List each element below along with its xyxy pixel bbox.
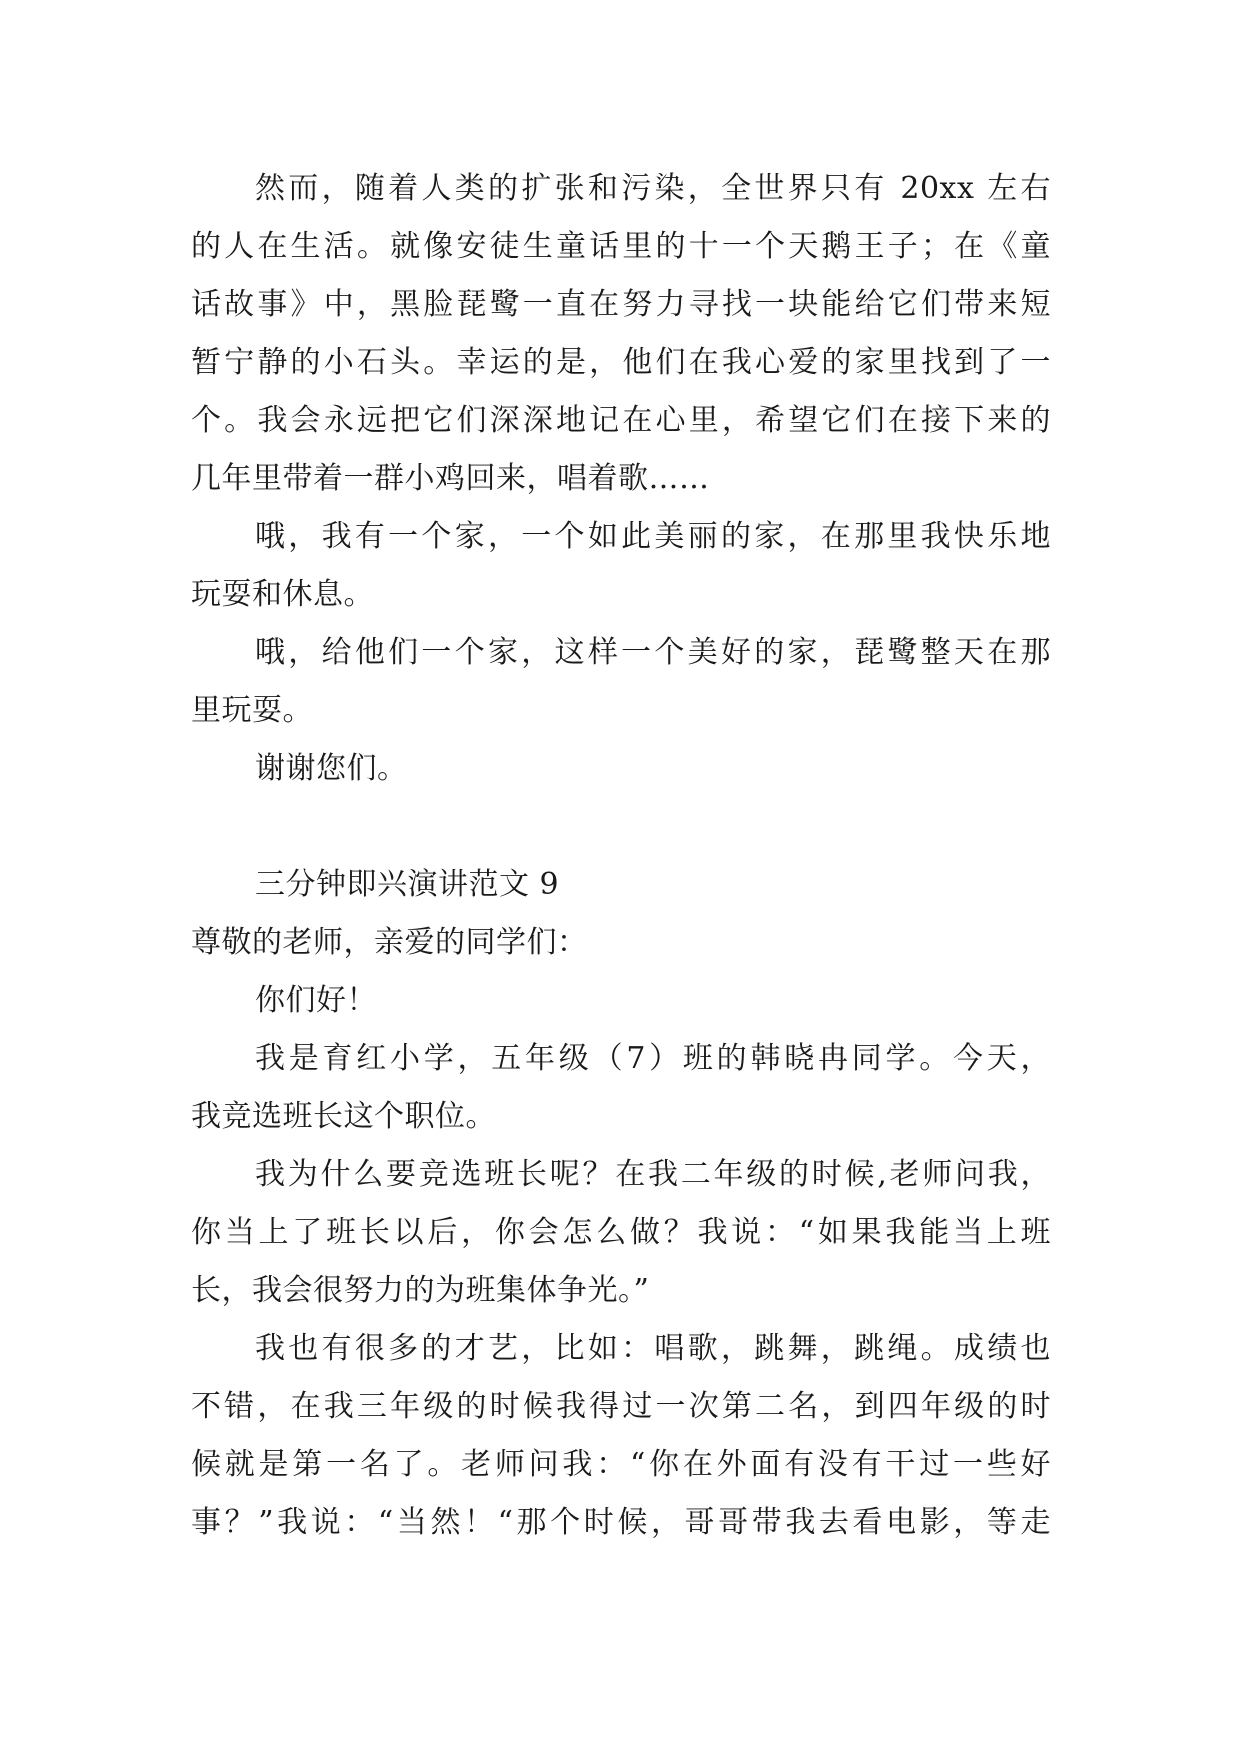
text-line: 我为什么要竞选班长呢？在我二年级的时候,老师问我， [255,1157,1051,1192]
text-line: 哦，给他们一个家，这样一个美好的家，琵鹭整天在那 [255,635,1051,670]
greeting: 你们好！ [255,983,377,1018]
text-line: 长，我会很努力的为班集体争光。” [191,1273,650,1308]
paragraph [191,1320,1051,1552]
paragraph [191,1146,1051,1320]
text-line: 玩耍和休息。 [191,577,374,612]
text-line: 里玩耍。 [191,693,313,728]
paragraph [191,1030,1051,1146]
text-line: 候就是第一名了。老师问我：“你在外面有没有干过一些好 [191,1447,1051,1482]
text-line: 我是育红小学，五年级（7）班的韩晓冉同学。今天， [255,1041,1051,1076]
paragraph [191,624,1051,740]
paragraph [191,508,1051,624]
paragraph [191,160,1051,508]
text-line: 然而，随着人类的扩张和污染，全世界只有 20xx 左右 [255,171,1051,206]
text-line: 暂宁静的小石头。幸运的是，他们在我心爱的家里找到了一 [191,345,1051,380]
text-line: 事？”我说：“当然！“那个时候，哥哥带我去看电影，等走 [191,1505,1051,1540]
text-line: 几年里带着一群小鸡回来，唱着歌…… [191,461,710,496]
text-line: 谢谢您们。 [255,751,408,786]
text-line: 哦，我有一个家，一个如此美丽的家，在那里我快乐地 [255,519,1051,554]
salutation: 尊敬的老师，亲爱的同学们： [191,925,588,960]
text-line: 不错，在我三年级的时候我得过一次第二名，到四年级的时 [191,1389,1051,1424]
paragraph [191,740,1051,798]
document-page [191,160,1051,1552]
text-line: 我竞选班长这个职位。 [191,1099,496,1134]
blank-spacer [191,798,1051,856]
text-line: 个。我会永远把它们深深地记在心里，希望它们在接下来的 [191,403,1051,438]
text-line: 我也有很多的才艺，比如：唱歌，跳舞，跳绳。成绩也 [255,1331,1051,1366]
text-line: 你当上了班长以后，你会怎么做？我说：“如果我能当上班 [191,1215,1051,1250]
text-line: 话故事》中，黑脸琵鹭一直在努力寻找一块能给它们带来短 [191,287,1051,322]
section-title: 三分钟即兴演讲范文 9 [255,867,560,902]
text-line: 的人在生活。就像安徒生童话里的十一个天鹅王子；在《童 [191,229,1051,264]
